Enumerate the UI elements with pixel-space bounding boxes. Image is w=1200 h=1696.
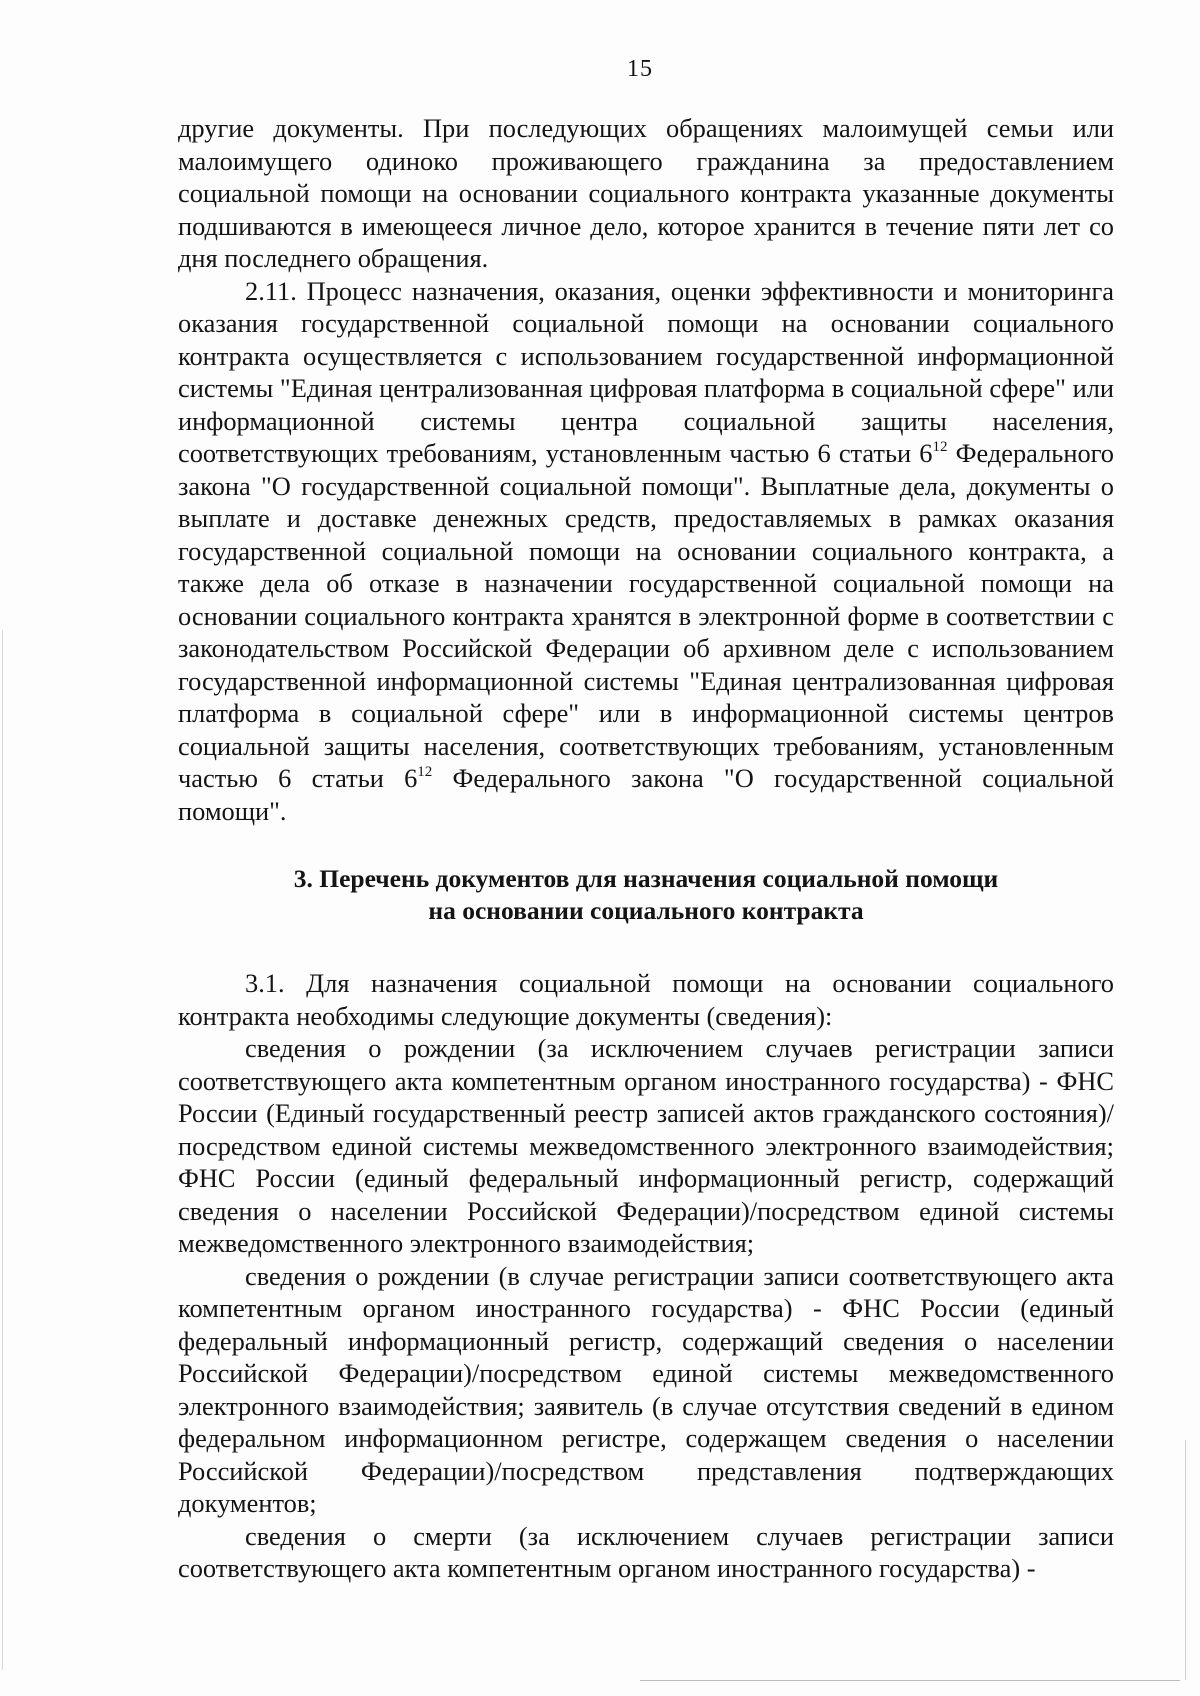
paragraph-2-11-text-2: Федерального закона "О государственной социальной помощи". Выплатные дела, документы о выплате и доставке денежных средств, предоставляемых в рамках оказания государственной социальной помощи на основании социального контракта, а также дела об отказе в назначении государственной социальной помощи на основании социального контракта хранятся в электронной форме в соответствии с законодательством Российской Федерации об архивном деле с использованием государственной информационной системы "Единая централизованная цифровая платформа в социальной сфере" или в информационной системы центров социальной защиты населения, соответствующих требованиям, установленным частью 6 статьи 6 [178,438,1115,793]
scan-edge-line [2,630,3,1670]
scan-right-line [1185,1440,1186,1680]
paragraph-2-11-text-1: 2.11. Процесс назначения, оказания, оценки эффективности и мониторинга оказания государственной социальной помощи на основании социального контракта осуществляется с использованием государственной информационной системы "Единая централизованная цифровая платформа в социальной сфере" или информационной системы центра социальной защиты населения, соответствующих требованиям, установленным частью 6 статьи 6 [178,275,1114,468]
paragraph-2-11-text-3: Федерального закона "О государственной социальной помощи". [178,763,1114,826]
paragraph-2-11 [178,275,1114,828]
page-number: 15 [627,56,653,82]
paragraph-continuation: другие документы. При последующих обращениях малоимущей семьи или малоимущего одиноко проживающего гражданина за предоставлением социальной помощи на основании социального контракта указанные документы подшиваются в имеющееся личное дело, которое хранится в течение пяти лет со дня последнего обращения. [178,113,1114,273]
document-body [178,112,1114,1585]
scan-bottom-line [640,1680,1180,1681]
section-heading [178,863,1114,927]
superscript-12: 12 [417,764,433,780]
list-item-birth-info: сведения о рождении (за исключением случаев регистрации записи соответствующего акта компетентным органом иностранного государства) - ФНС России (Единый государственный реестр записей актов гражданского состояния)/посредством единой системы межведомственного электронного взаимодействия; ФНС России (единый федеральный информационный регистр, содержащий сведения о населении Российской Федерации)/посредством единой системы межведомственного электронного взаимодействия; [178,1033,1114,1258]
section-heading-line-2: на основании социального контракта [428,896,864,925]
paragraph-3-1: 3.1. Для назначения социальной помощи на основании социального контракта необходимы следующие документы (сведения): [178,968,1114,1031]
list-item-birth-info-foreign: сведения о рождении (в случае регистрации записи соответствующего акта компетентным органом иностранного государства) - ФНС России (единый федеральный информационный регистр, содержащий сведения о населении Российской Федерации)/посредством единой системы межведомственного электронного взаимодействия; заявитель (в случае отсутствия сведений в едином федеральном информационном регистре, содержащем сведения о населении Российской Федерации)/посредством представления подтверждающих документов; [178,1260,1114,1518]
section-heading-line-1: 3. Перечень документов для назначения социальной помощи [293,864,999,893]
list-item-death-info: сведения о смерти (за исключением случаев регистрации записи соответствующего акта компетентным органом иностранного государства) - [178,1520,1114,1583]
superscript-12: 12 [932,439,948,455]
